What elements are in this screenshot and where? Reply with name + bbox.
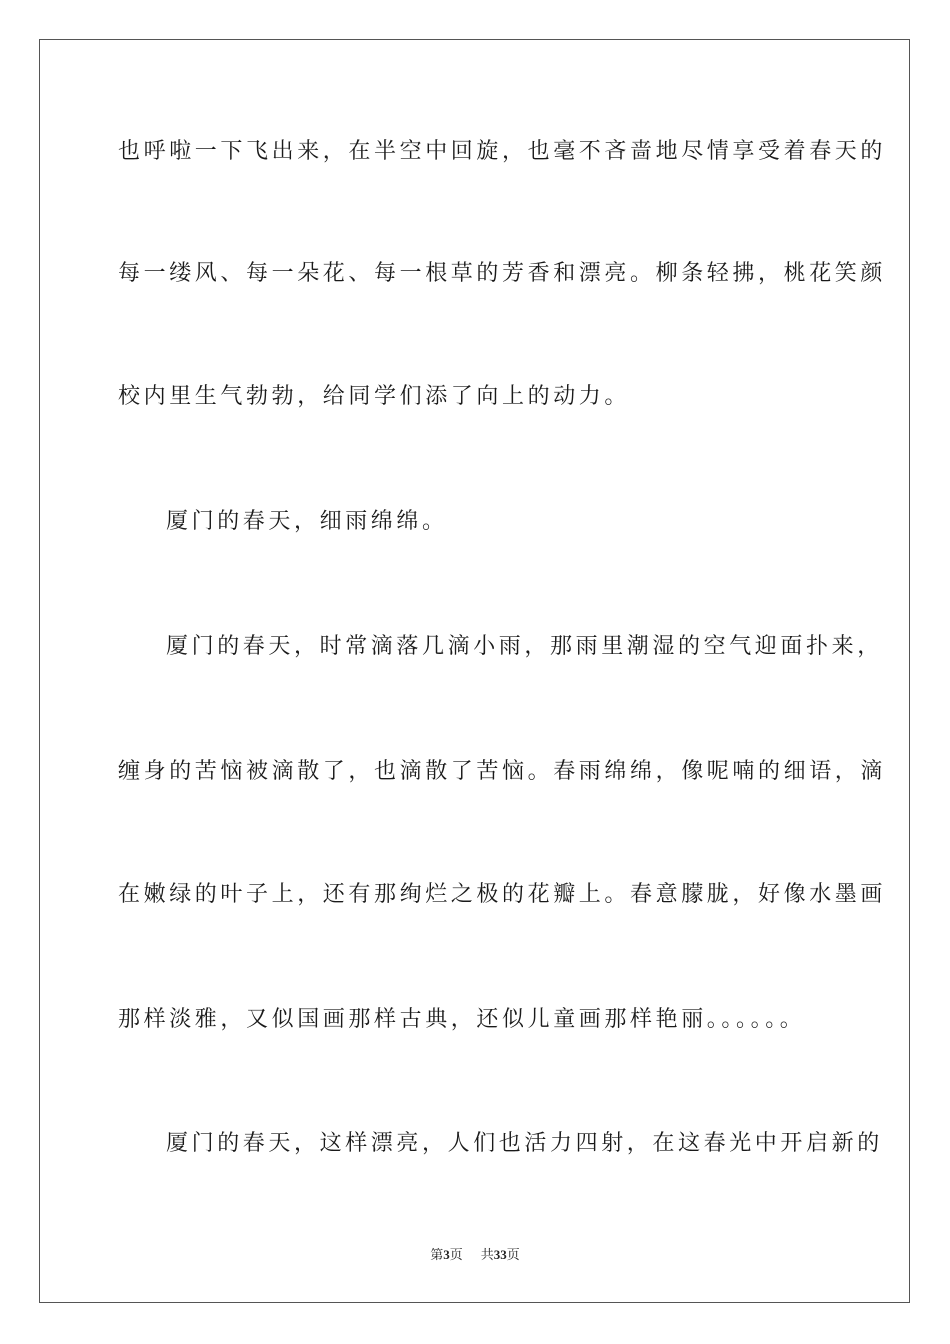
paragraph-line: 也呼啦一下飞出来，在半空中回旋，也毫不吝啬地尽情享受着春天的 — [118, 139, 887, 164]
paragraph-line: 缠身的苦恼被滴散了，也滴散了苦恼。春雨绵绵，像呢喃的细语，滴 — [118, 759, 887, 784]
page-number: 3 — [443, 1247, 450, 1262]
paragraph-line: 厦门的春天，细雨绵绵。 — [166, 509, 448, 534]
page-suffix: 页 — [449, 1248, 463, 1263]
page-footer — [0, 1246, 950, 1265]
paragraph-line: 厦门的春天，这样漂亮，人们也活力四射，在这春光中开启新的 — [166, 1131, 883, 1156]
paragraph-line: 厦门的春天，时常滴落几滴小雨，那雨里潮湿的空气迎面扑来， — [166, 634, 883, 659]
total-prefix: 共 — [480, 1248, 494, 1263]
total-pages: 33 — [493, 1247, 507, 1262]
total-suffix: 页 — [506, 1248, 520, 1263]
paragraph-line: 那样淡雅，又似国画那样古典，还似儿童画那样艳丽。。。。。。 — [118, 1007, 806, 1032]
page-prefix: 第 — [430, 1248, 444, 1263]
page-border — [39, 39, 910, 1303]
paragraph-line: 校内里生气勃勃，给同学们添了向上的动力。 — [118, 384, 631, 409]
paragraph-line: 在嫩绿的叶子上，还有那绚烂之极的花瓣上。春意朦胧，好像水墨画 — [118, 882, 887, 907]
paragraph-line: 每一缕风、每一朵花、每一根草的芳香和漂亮。柳条轻拂，桃花笑颜 — [118, 261, 887, 286]
